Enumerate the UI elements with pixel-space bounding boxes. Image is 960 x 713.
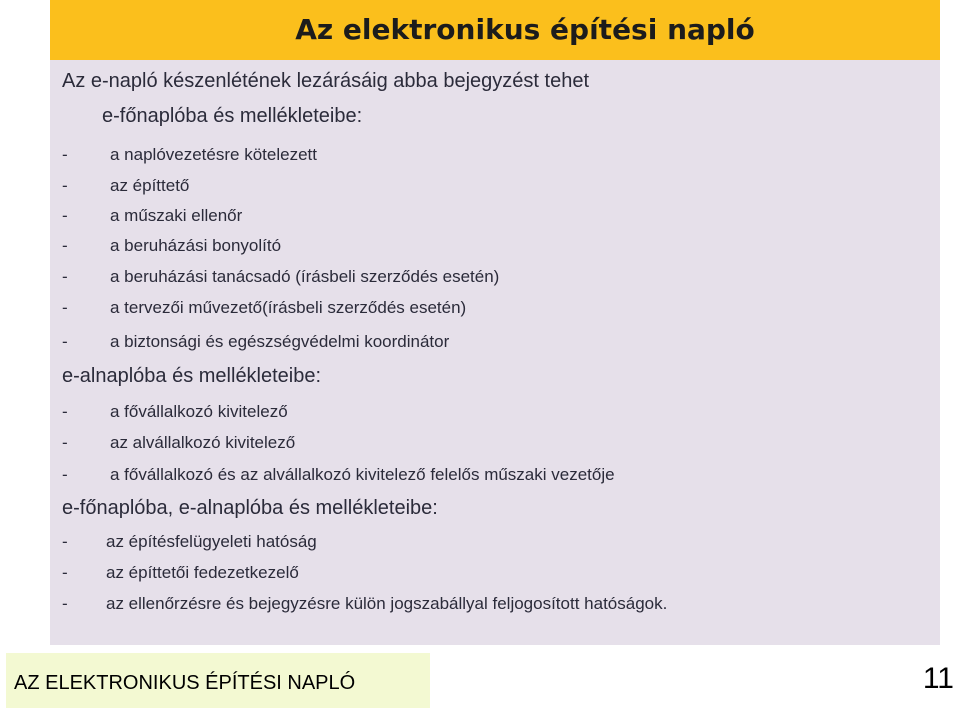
list-item: - az építtetői fedezetkezelő (62, 563, 299, 582)
list-item: - a műszaki ellenőr (62, 206, 243, 225)
intro-line-2: e-főnaplóba és mellékleteibe: (102, 105, 363, 127)
list-item: - a biztonsági és egészségvédelmi koordinátor (62, 332, 450, 351)
title-bar (50, 0, 940, 60)
list-item: - a beruházási tanácsadó (írásbeli szerződés esetén) (62, 267, 500, 286)
page-number: 11 (922, 662, 954, 695)
slide-title: Az elektronikus építési napló (295, 13, 755, 46)
list-item: - a naplóvezetésre kötelezett (62, 145, 317, 164)
list-item: - a beruházási bonyolító (62, 236, 282, 255)
list-item: - a fővállalkozó kivitelező (62, 402, 288, 421)
list-item: - a tervezői művezető(írásbeli szerződés esetén) (62, 298, 467, 317)
list-item: - a fővállalkozó és az alvállalkozó kivitelező felelős műszaki vezetője (62, 465, 615, 484)
list-item: - az építésfelügyeleti hatóság (62, 532, 317, 551)
list-item: - az építtető (62, 176, 190, 195)
section-heading-alnaplo: e-alnaplóba és mellékleteibe: (62, 365, 322, 387)
list-item: - az ellenőrzésre és bejegyzésre külön jogszabállyal feljogosított hatóságok. (62, 594, 668, 613)
section-heading-combined: e-főnaplóba, e-alnaplóba és mellékleteibe: (62, 497, 438, 519)
list-item: - az alvállalkozó kivitelező (62, 433, 296, 452)
footer-label: AZ ELEKTRONIKUS ÉPÍTÉSI NAPLÓ (14, 672, 356, 694)
intro-line-1: Az e-napló készenlétének lezárásáig abba bejegyzést tehet (62, 70, 590, 92)
